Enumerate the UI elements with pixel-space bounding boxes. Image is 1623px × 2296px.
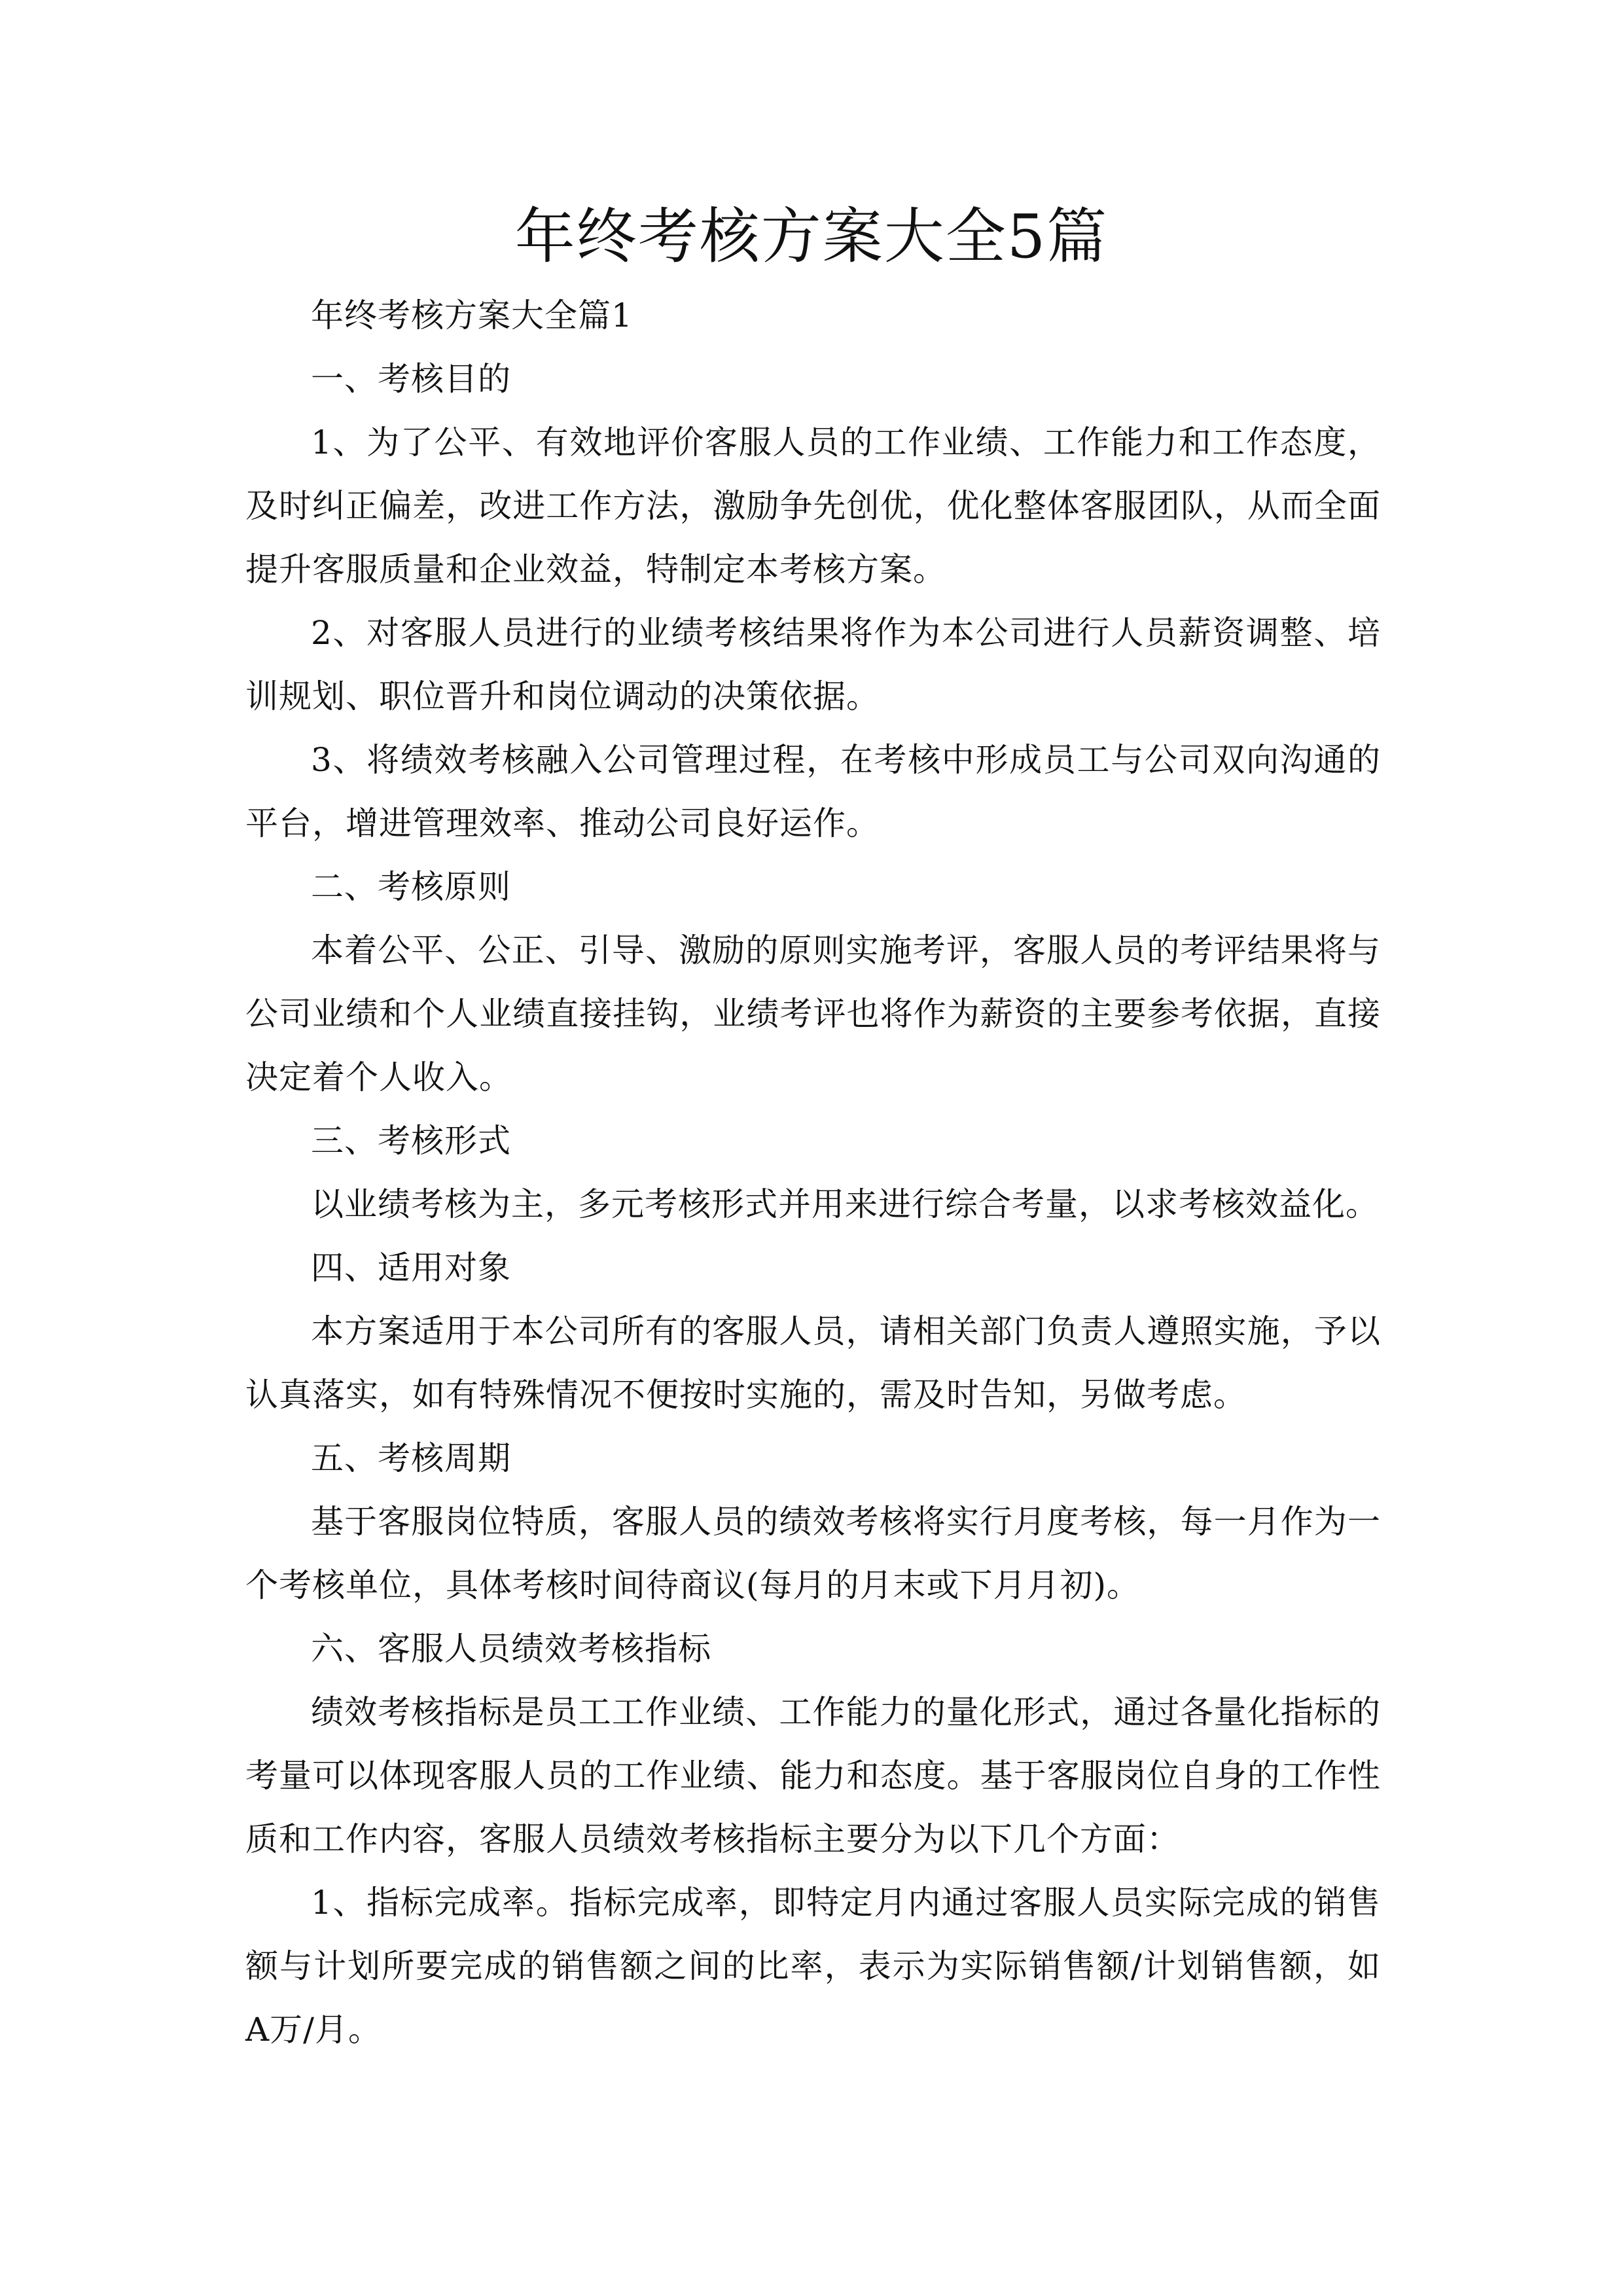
heading-purpose: 一、考核目的	[311, 360, 511, 398]
paragraph-cycle: 基于客服岗位特质，客服人员的绩效考核将实行月度考核，每一月作为一个考核单位，具体考核时间待商议(每月的月末或下月月初)。	[245, 1503, 1381, 1604]
document-body	[245, 284, 1381, 2062]
heading-scope: 四、适用对象	[311, 1249, 511, 1287]
paragraph-indicator-1: 1、指标完成率。指标完成率，即特定月内通过客服人员实际完成的销售额与计划所要完成的销售额之间的比率，表示为实际销售额/计划销售额，如A万/月。	[245, 1884, 1381, 2049]
paragraph-form: 以业绩考核为主，多元考核形式并用来进行综合考量，以求考核效益化。	[311, 1185, 1379, 1223]
paragraph-scope: 本方案适用于本公司所有的客服人员，请相关部门负责人遵照实施，予以认真落实，如有特殊情况不便按时实施的，需及时告知，另做考虑。	[245, 1312, 1381, 1414]
document-title: 年终考核方案大全5篇	[514, 202, 1109, 272]
paragraph-principles: 本着公平、公正、引导、激励的原则实施考评，客服人员的考评结果将与公司业绩和个人业绩直接挂钩，业绩考评也将作为薪资的主要参考依据，直接决定着个人收入。	[245, 931, 1381, 1096]
heading-indicators: 六、客服人员绩效考核指标	[311, 1630, 711, 1668]
paragraph-indicators-intro: 绩效考核指标是员工工作业绩、工作能力的量化形式，通过各量化指标的考量可以体现客服人员的工作业绩、能力和态度。基于客服岗位自身的工作性质和工作内容，客服人员绩效考核指标主要分为以下几个方面：	[245, 1693, 1381, 1858]
paragraph-purpose-1: 1、为了公平、有效地评价客服人员的工作业绩、工作能力和工作态度，及时纠正偏差，改进工作方法，激励争先创优，优化整体客服团队，从而全面提升客服质量和企业效益，特制定本考核方案。	[245, 423, 1381, 588]
heading-cycle: 五、考核周期	[311, 1439, 511, 1477]
heading-form: 三、考核形式	[311, 1122, 511, 1160]
paragraph-purpose-2: 2、对客服人员进行的业绩考核结果将作为本公司进行人员薪资调整、培训规划、职位晋升和岗位调动的决策依据。	[245, 614, 1381, 715]
paragraph-purpose-3: 3、将绩效考核融入公司管理过程，在考核中形成员工与公司双向沟通的平台，增进管理效率、推动公司良好运作。	[245, 741, 1381, 842]
section-subtitle: 年终考核方案大全篇1	[311, 296, 633, 334]
heading-principles: 二、考核原则	[311, 868, 511, 906]
